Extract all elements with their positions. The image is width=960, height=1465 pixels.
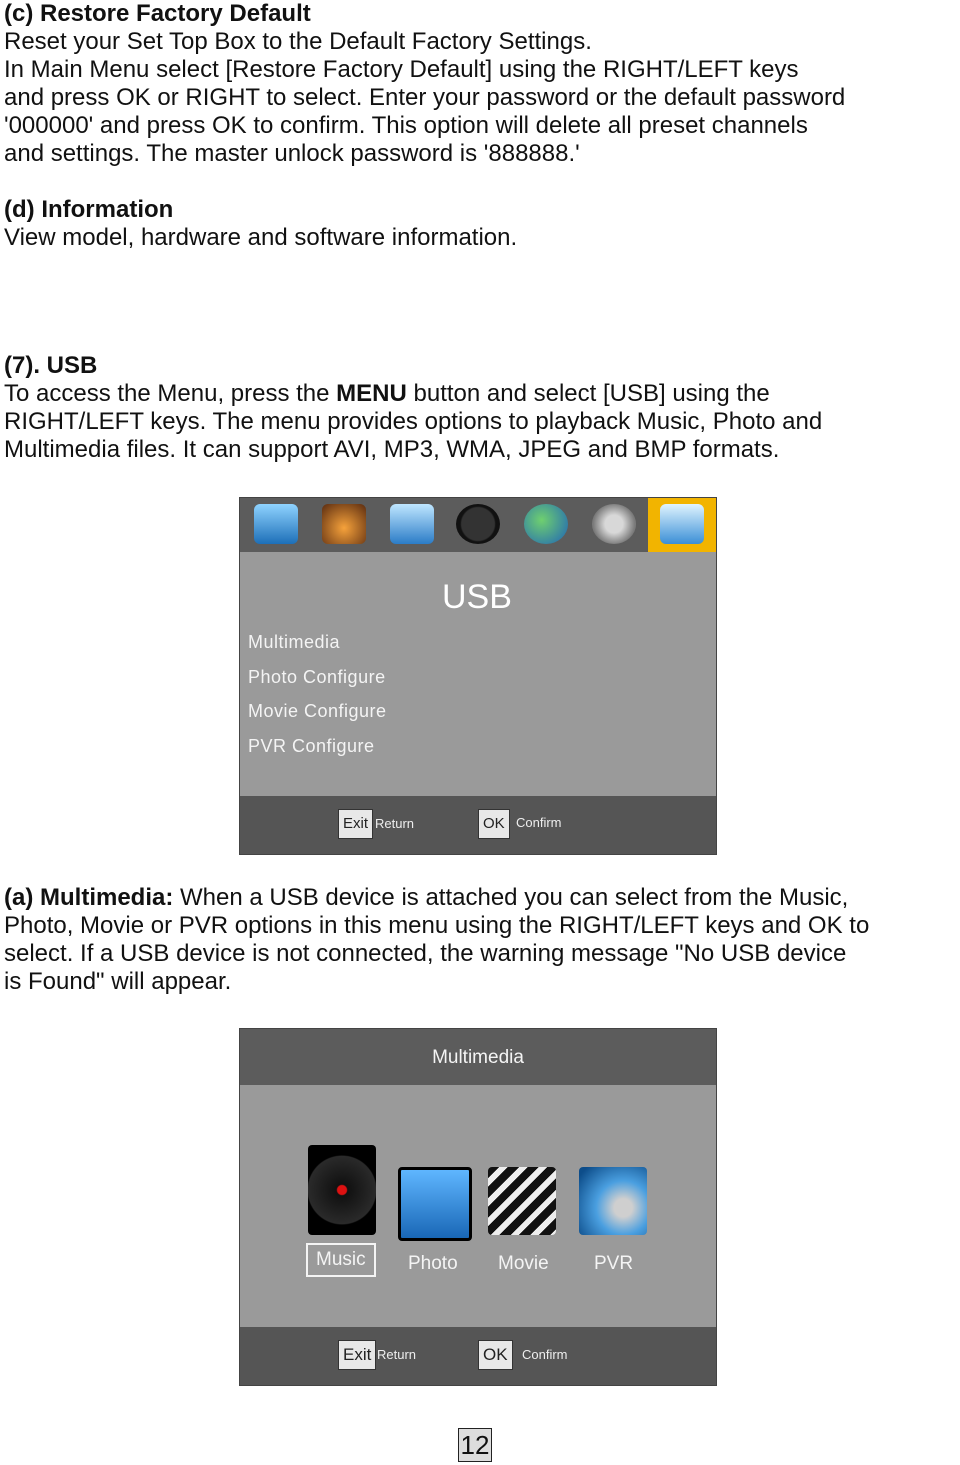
picture-icon[interactable]: [322, 504, 366, 544]
option-pvr[interactable]: PVR: [594, 1253, 634, 1274]
main-menu-icon-bar: [240, 498, 716, 552]
channel-list-icon[interactable]: [254, 504, 298, 544]
globe-icon[interactable]: [524, 504, 568, 544]
usb-icon[interactable]: [660, 504, 704, 544]
pvr-disc-icon[interactable]: [579, 1167, 647, 1235]
section-7-line1-post: button and select [USB] using the: [406, 380, 770, 407]
multimedia-title-bar: [240, 1029, 716, 1085]
section-d-heading: (d) Information: [4, 196, 174, 223]
exit-key-label: Return: [375, 816, 415, 831]
exit-key-label: Return: [377, 1347, 417, 1362]
clock-icon[interactable]: [456, 504, 500, 544]
section-d-body: View model, hardware and software information.: [4, 224, 518, 251]
multimedia-title: Multimedia: [432, 1047, 524, 1068]
section-7-body: RIGHT/LEFT keys. The menu provides options to playback Music, Photo and Multimedia files. It can support AVI, MP3, WMA, JPEG and BMP formats.: [4, 408, 823, 463]
menu-key-text: MENU: [336, 380, 407, 407]
multimedia-screen: [239, 1028, 717, 1386]
option-photo[interactable]: Photo: [408, 1253, 458, 1274]
section-a-line1-rest: When a USB device is attached you can select from the Music,: [173, 884, 849, 911]
ok-key-label: Confirm: [516, 815, 562, 830]
section-a-line1: [4, 884, 848, 912]
ok-key[interactable]: OK: [478, 809, 510, 839]
ok-key[interactable]: OK: [478, 1340, 513, 1370]
movie-clapper-icon[interactable]: [488, 1167, 556, 1235]
usb-menu-screen: [239, 497, 717, 855]
ok-key-label: Confirm: [522, 1347, 568, 1362]
settings-gear-icon[interactable]: [592, 504, 636, 544]
page-number: 12: [458, 1428, 492, 1462]
usb-menu-item-photo-configure[interactable]: Photo Configure: [248, 667, 386, 687]
option-music[interactable]: Music: [306, 1243, 376, 1277]
usb-menu-title: USB: [442, 578, 512, 616]
section-a-body: Photo, Movie or PVR options in this menu using the RIGHT/LEFT keys and OK to select. If a USB device is not connected, the warning message "No USB device is Found" will appear.: [4, 912, 870, 995]
usb-menu-item-movie-configure[interactable]: Movie Configure: [248, 701, 387, 721]
exit-key[interactable]: Exit: [338, 809, 373, 839]
usb-menu-item-multimedia[interactable]: Multimedia: [248, 632, 341, 652]
channel-search-icon[interactable]: [390, 504, 434, 544]
section-7-line1-pre: To access the Menu, press the: [4, 380, 337, 407]
section-7-heading: (7). USB: [4, 352, 98, 379]
photo-icon[interactable]: [398, 1167, 472, 1241]
section-c-heading: (c) Restore Factory Default: [4, 0, 311, 27]
usb-menu-key-hints: [240, 796, 716, 854]
multimedia-key-hints: [240, 1327, 716, 1385]
section-c-body: Reset your Set Top Box to the Default Factory Settings. In Main Menu select [Restore Factory Default] using the RIGHT/LEFT keys and press OK or RIGHT to select. Enter your password or the default password '000000' and press OK to confirm. This option will delete all preset channels and settings. The master unlock password is '888888.': [4, 28, 846, 167]
option-movie[interactable]: Movie: [498, 1253, 549, 1274]
exit-key[interactable]: Exit: [338, 1340, 376, 1370]
section-7-line1: [4, 380, 770, 408]
section-a-heading: (a) Multimedia:: [4, 884, 174, 911]
music-vinyl-icon[interactable]: [308, 1145, 376, 1235]
usb-menu-item-pvr-configure[interactable]: PVR Configure: [248, 736, 375, 756]
